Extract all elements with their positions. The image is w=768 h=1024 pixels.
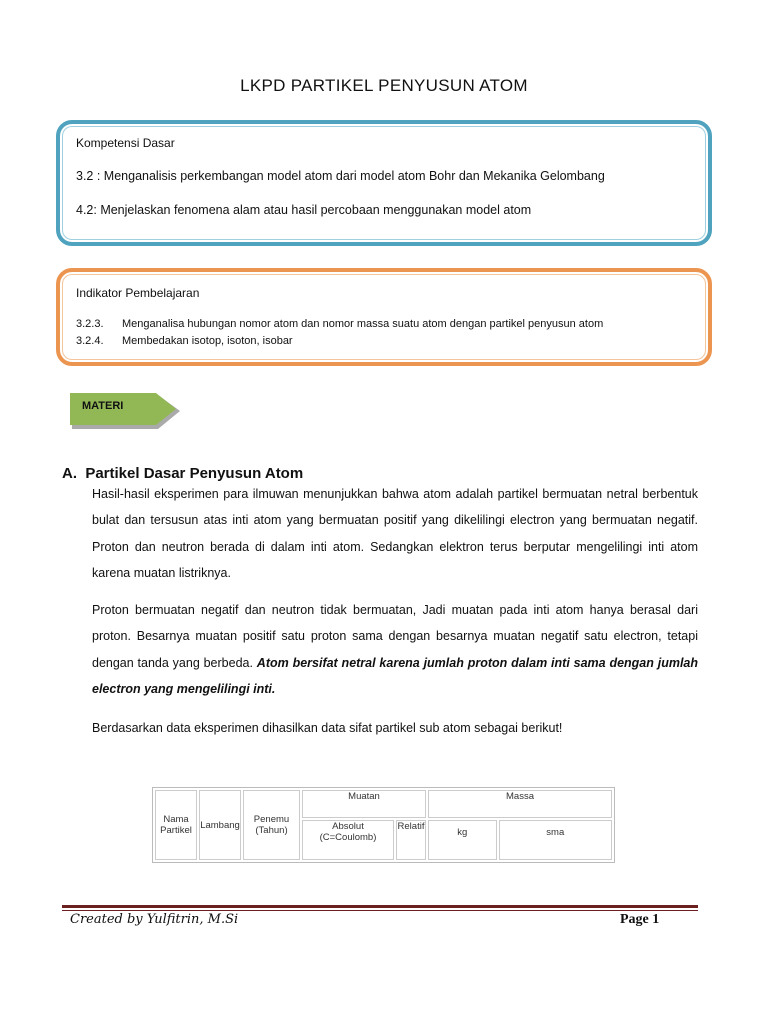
indikator-text: Menganalisa hubungan nomor atom dan nomor massa suatu atom dengan partikel penyusun atom <box>122 318 604 330</box>
materi-arrow-label <box>70 391 180 427</box>
kompetensi-item: 3.2 : Menganalisis perkembangan model atom dari model atom Bohr dan Mekanika Gelombang <box>76 169 605 183</box>
indikator-text: Membedakan isotop, isoton, isobar <box>122 335 293 347</box>
materi-label: MATERI <box>82 400 124 412</box>
th-absolut: Absolut (C=Coulomb) <box>302 820 394 860</box>
th-lambang: Lambang <box>199 790 241 860</box>
indikator-num: 3.2.3. <box>76 318 104 330</box>
paragraph-2-text: Proton bermuatan negatif dan neutron tidak bermuatan, Jadi muatan pada inti atom hanya berasal dari proton. Besarnya muatan positif satu proton sama dengan besarnya muatan negatif satu electron, tetapi dengan tanda yang berbeda. <box>92 603 698 670</box>
indikator-box <box>56 268 712 366</box>
th-nama: Nama Partikel <box>155 790 197 860</box>
page-title: LKPD PARTIKEL PENYUSUN ATOM <box>240 76 528 95</box>
footer-divider-thin <box>62 910 698 911</box>
section-heading: A. Partikel Dasar Penyusun Atom <box>62 465 304 482</box>
paragraph-2 <box>92 597 698 702</box>
kompetensi-heading: Kompetensi Dasar <box>76 136 175 150</box>
particle-table <box>152 787 615 863</box>
footer-divider <box>62 905 698 908</box>
indikator-heading: Indikator Pembelajaran <box>76 286 200 300</box>
paragraph-2-emphasis: Atom bersifat netral karena jumlah proton dalam inti sama dengan jumlah electron yang mengelilingi inti. <box>92 655 699 696</box>
footer-author: Created by Yulfitrin, M.Si <box>70 912 239 927</box>
th-penemu: Penemu (Tahun) <box>243 790 300 860</box>
indikator-num: 3.2.4. <box>76 335 104 347</box>
paragraph-1: Hasil-hasil eksperimen para ilmuwan menunjukkan bahwa atom adalah partikel bermuatan netral berbentuk bulat dan tersusun atas inti atom yang bermuatan positif yang dikelilingi electron yang bermuatan negatif. Proton dan neutron berada di dalam inti atom. Sedangkan elektron terus berputar mengelilingi inti atom karena muatan listriknya. <box>92 487 698 580</box>
kompetensi-dasar-box <box>56 120 712 246</box>
th-relatif: Relatif <box>396 820 426 860</box>
kompetensi-item: 4.2: Menjelaskan fenomena alam atau hasil percobaan menggunakan model atom <box>76 203 532 217</box>
page-number: Page 1 <box>620 912 660 927</box>
th-massa: Massa <box>428 790 612 818</box>
th-kg: kg <box>428 820 497 860</box>
th-muatan: Muatan <box>302 790 426 818</box>
paragraph-3: Berdasarkan data eksperimen dihasilkan data sifat partikel sub atom sebagai berikut! <box>92 721 563 735</box>
th-sma: sma <box>499 820 612 860</box>
